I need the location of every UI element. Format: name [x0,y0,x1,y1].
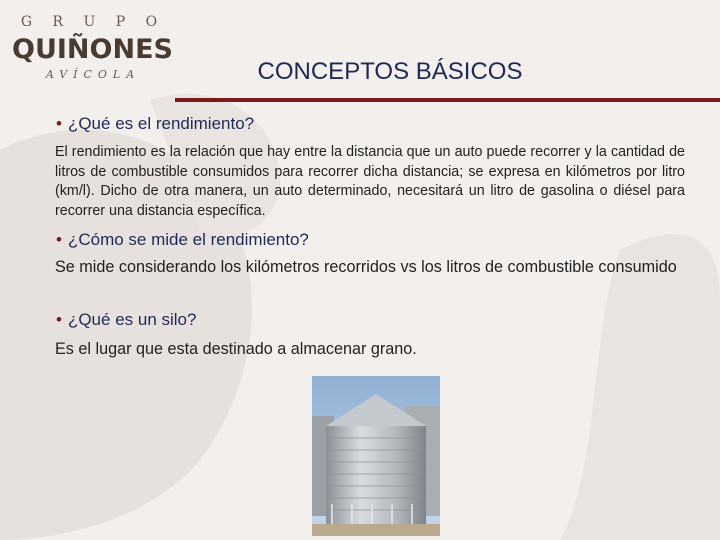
bullet-icon: • [56,310,62,329]
question-silo [56,310,196,330]
bullet-icon: • [56,230,62,249]
page-title: CONCEPTOS BÁSICOS [257,58,523,85]
question-rendimiento [56,114,254,134]
logo-top-text: G R U P O [20,14,166,30]
question-text: ¿Qué es el rendimiento? [67,114,255,133]
answer-rendimiento: El rendimiento es la relación que hay entre la distancia que un auto puede recorrer y la cantidad de litros de combustible consumidos para recorrer dicha distancia; se expresa en kilómetros por litro (km/l). Dicho de otra manera, un auto determinado, necesitará un litro de gasolina o diésel para recorrer una distancia específica. [55,144,685,219]
question-medicion [56,230,309,250]
title-divider [175,98,720,102]
logo-bottom-text: AVÍCOLA [45,68,141,81]
silo-photo [312,376,440,536]
bullet-icon: • [56,114,62,133]
answer-medicion: Se mide considerando los kilómetros recorridos vs los litros de combustible consumido [55,258,677,276]
question-text: ¿Cómo se mide el rendimiento? [67,230,309,249]
logo-brand-text: QUIÑONES [12,34,173,65]
question-text: ¿Qué es un silo? [67,310,197,329]
company-logo [8,14,178,84]
answer-silo: Es el lugar que esta destinado a almacenar grano. [55,340,417,358]
